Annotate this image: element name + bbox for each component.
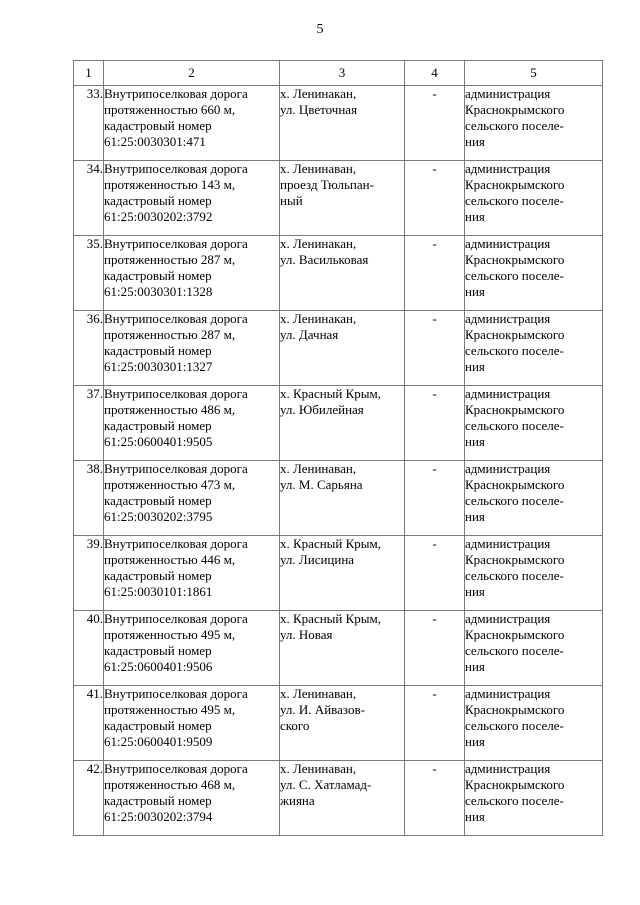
object-name-cell: Внутрипоселковая дорога протяженностью 446 м, кадастровый номер 61:25:0030101:1861 [104, 536, 280, 611]
address-cell: х. Ленинаван, ул. С. Хатламад- жияна [280, 761, 405, 836]
table-row [74, 86, 603, 161]
row-number-cell: 42. [74, 761, 104, 836]
column-4-cell: - [405, 386, 465, 461]
address-cell: х. Ленинаван, ул. И. Айвазов- ского [280, 686, 405, 761]
page-number: 5 [316, 22, 324, 37]
header-row [74, 61, 603, 86]
table-row [74, 686, 603, 761]
owner-cell: администрация Краснокрымского сельского поселе- ния [465, 386, 603, 461]
row-number-cell: 36. [74, 311, 104, 386]
owner-cell: администрация Краснокрымского сельского поселе- ния [465, 686, 603, 761]
owner-cell: администрация Краснокрымского сельского поселе- ния [465, 236, 603, 311]
object-name-cell: Внутрипоселковая дорога протяженностью 468 м, кадастровый номер 61:25:0030202:3794 [104, 761, 280, 836]
column-4-cell: - [405, 86, 465, 161]
row-number-cell: 39. [74, 536, 104, 611]
table-row [74, 761, 603, 836]
object-name-cell: Внутрипоселковая дорога протяженностью 486 м, кадастровый номер 61:25:0600401:9505 [104, 386, 280, 461]
row-number-cell: 37. [74, 386, 104, 461]
table-row [74, 536, 603, 611]
row-number-cell: 41. [74, 686, 104, 761]
owner-cell: администрация Краснокрымского сельского поселе- ния [465, 311, 603, 386]
table-row [74, 386, 603, 461]
row-number-cell: 34. [74, 161, 104, 236]
table-row [74, 611, 603, 686]
row-number-cell: 35. [74, 236, 104, 311]
column-header: 2 [104, 61, 280, 86]
row-number-cell: 33. [74, 86, 104, 161]
address-cell: х. Ленинаван, ул. М. Сарьяна [280, 461, 405, 536]
column-4-cell: - [405, 236, 465, 311]
column-4-cell: - [405, 536, 465, 611]
object-name-cell: Внутрипоселковая дорога протяженностью 143 м, кадастровый номер 61:25:0030202:3792 [104, 161, 280, 236]
owner-cell: администрация Краснокрымского сельского поселе- ния [465, 86, 603, 161]
column-4-cell: - [405, 311, 465, 386]
address-cell: х. Ленинаван, проезд Тюльпан- ный [280, 161, 405, 236]
row-number-cell: 40. [74, 611, 104, 686]
table-row [74, 161, 603, 236]
address-cell: х. Ленинакан, ул. Цветочная [280, 86, 405, 161]
address-cell: х. Красный Крым, ул. Новая [280, 611, 405, 686]
column-header: 3 [280, 61, 405, 86]
object-name-cell: Внутрипоселковая дорога протяженностью 660 м, кадастровый номер 61:25:0030301:471 [104, 86, 280, 161]
object-name-cell: Внутрипоселковая дорога протяженностью 473 м, кадастровый номер 61:25:0030202:3795 [104, 461, 280, 536]
object-name-cell: Внутрипоселковая дорога протяженностью 287 м, кадастровый номер 61:25:0030301:1328 [104, 236, 280, 311]
column-header: 1 [74, 61, 104, 86]
column-4-cell: - [405, 461, 465, 536]
owner-cell: администрация Краснокрымского сельского поселе- ния [465, 761, 603, 836]
table-row [74, 236, 603, 311]
address-cell: х. Ленинакан, ул. Васильковая [280, 236, 405, 311]
column-header: 5 [465, 61, 603, 86]
address-cell: х. Ленинакан, ул. Дачная [280, 311, 405, 386]
table-row [74, 311, 603, 386]
row-number-cell: 38. [74, 461, 104, 536]
owner-cell: администрация Краснокрымского сельского поселе- ния [465, 611, 603, 686]
table-row [74, 461, 603, 536]
owner-cell: администрация Краснокрымского сельского поселе- ния [465, 536, 603, 611]
road-registry-table [73, 60, 603, 836]
owner-cell: администрация Краснокрымского сельского поселе- ния [465, 161, 603, 236]
address-cell: х. Красный Крым, ул. Юбилейная [280, 386, 405, 461]
object-name-cell: Внутрипоселковая дорога протяженностью 495 м, кадастровый номер 61:25:0600401:9506 [104, 611, 280, 686]
column-4-cell: - [405, 611, 465, 686]
column-header: 4 [405, 61, 465, 86]
column-4-cell: - [405, 161, 465, 236]
address-cell: х. Красный Крым, ул. Лисицина [280, 536, 405, 611]
column-4-cell: - [405, 686, 465, 761]
column-4-cell: - [405, 761, 465, 836]
owner-cell: администрация Краснокрымского сельского поселе- ния [465, 461, 603, 536]
object-name-cell: Внутрипоселковая дорога протяженностью 287 м, кадастровый номер 61:25:0030301:1327 [104, 311, 280, 386]
object-name-cell: Внутрипоселковая дорога протяженностью 495 м, кадастровый номер 61:25:0600401:9509 [104, 686, 280, 761]
